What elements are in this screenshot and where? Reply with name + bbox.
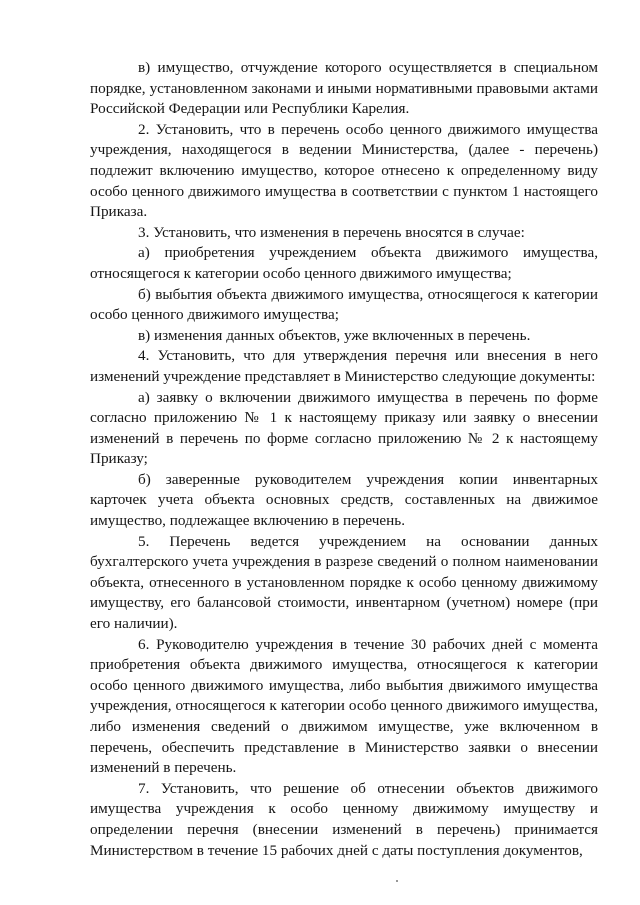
paragraph-5-list-maintenance: 5. Перечень ведется учреждением на основании данных бухгалтерского учета учреждения в разрезе сведений о полном наименовании объекта, отнесенного в установленном порядке к особо ценному движимому имуществу, его балансовой стоимости, инвентарном (учетном) номере (при его наличии). bbox=[90, 532, 598, 633]
paragraph-7-decision: 7. Установить, что решение об отнесении объектов движимого имущества учреждения к особо ценному движимому имуществу и определении перечня (внесении изменений в перечень) принимается Министерством в течение 15 рабочих дней с даты поступления документов, bbox=[90, 779, 598, 859]
paragraph-3a-acquisition: а) приобретения учреждением объекта движимого имущества, относящегося к категории особо ценного движимого имущества; bbox=[90, 244, 598, 282]
paragraph-3b-disposal: б) выбытия объекта движимого имущества, относящегося к категории особо ценного движимого имущества; bbox=[90, 285, 598, 324]
scan-speck bbox=[396, 880, 398, 882]
paragraph-2-list-inclusion: 2. Установить, что в перечень особо ценного движимого имущества учреждения, находящегося в ведении Министерства, (далее - перечень) подлежит включению имущество, которое отнесено к определенному виду особо ценного движимого имущества в соответствии с пунктом 1 настоящего Приказа. bbox=[90, 120, 598, 221]
paragraph-6-head-duty: 6. Руководителю учреждения в течение 30 рабочих дней с момента приобретения объекта движимого имущества, относящегося к категории особо ценного движимого имущества, либо выбытия движимого имущества учреждения, относящегося к категории особо ценного движимого имущества, либо изменения сведений о движимом имуществе, уже включенном в перечень, обеспечить представление в Министерство заявки о внесении изменений в перечень. bbox=[90, 635, 598, 777]
paragraph-4b-inventory-cards: б) заверенные руководителем учреждения копии инвентарных карточек учета объекта основных средств, составленных на движимое имущество, подлежащее включению в перечень. bbox=[90, 470, 598, 530]
paragraph-3-changes-cases: 3. Установить, что изменения в перечень вносятся в случае: bbox=[138, 223, 525, 241]
paragraph-4a-application: а) заявку о включении движимого имущества в перечень по форме согласно приложению № 1 к настоящему приказу или заявку о внесении изменений в перечень по форме согласно приложению № 2 к настоящему Приказу; bbox=[90, 388, 598, 468]
paragraph-3v-data-change: в) изменения данных объектов, уже включенных в перечень. bbox=[138, 326, 531, 344]
paragraph-1-v-property: в) имущество, отчуждение которого осуществляется в специальном порядке, установленном законами и иными нормативными правовыми актами Российской Федерации или Республики Карелия. bbox=[90, 59, 598, 118]
paragraph-4-documents: 4. Установить, что для утверждения перечня или внесения в него изменений учреждение представляет в Министерство следующие документы: bbox=[90, 347, 598, 385]
